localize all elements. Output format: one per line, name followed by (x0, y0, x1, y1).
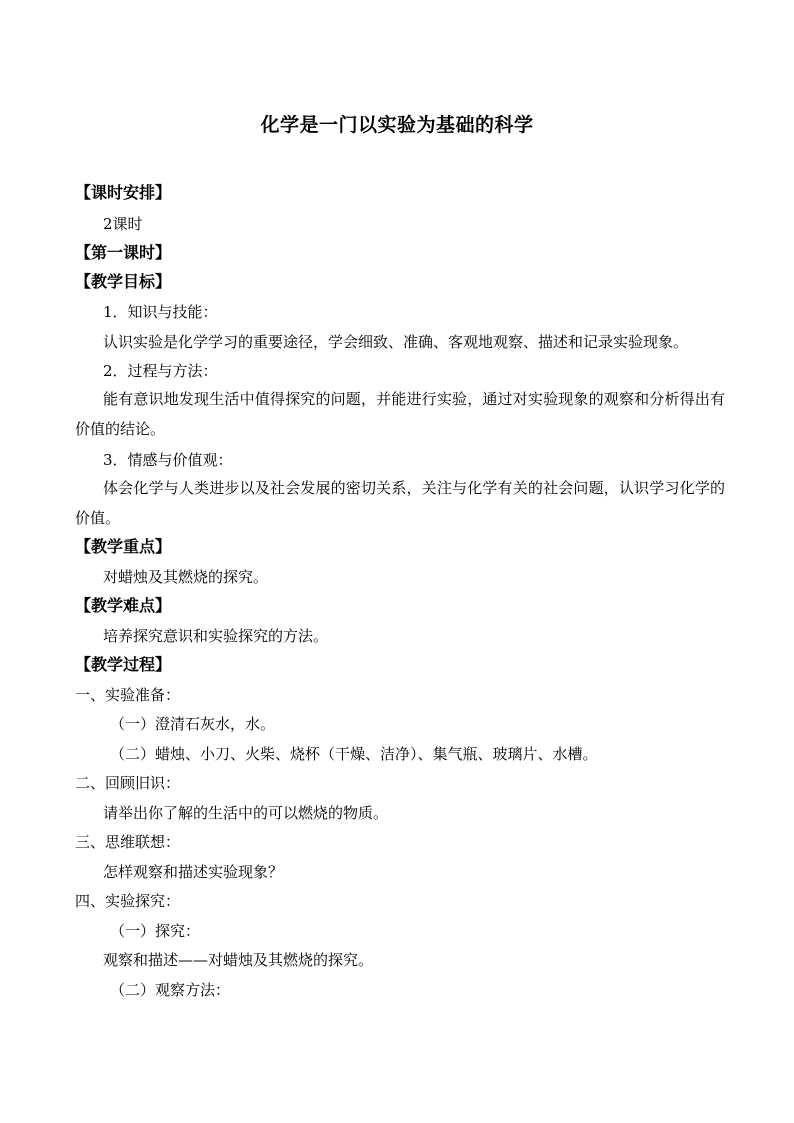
first-lesson-heading: 【第一课时】 (75, 243, 172, 262)
step-2-label: 二、回顾旧识： (75, 774, 181, 792)
schedule-text: 2课时 (103, 215, 143, 233)
difficulties-heading: 【教学难点】 (75, 596, 172, 615)
step-2-text: 请举出你了解的生活中的可以燃烧的物质。 (103, 804, 389, 822)
objective-3-text: 体会化学与人类进步以及社会发展的密切关系，关注与化学有关的社会问题，认识学习化学的价值。 (75, 479, 725, 527)
schedule-heading: 【课时安排】 (75, 183, 172, 202)
objective-3-label: 3．情感与价值观： (103, 451, 233, 469)
objective-1-text: 认识实验是化学学习的重要途径，学会细致、准确、客观地观察、描述和记录实验现象。 (103, 333, 689, 351)
step-3-text: 怎样观察和描述实验现象？ (103, 863, 284, 881)
page-title: 化学是一门以实验为基础的科学 (260, 114, 534, 136)
objectives-heading: 【教学目标】 (75, 272, 172, 291)
key-points-heading: 【教学重点】 (75, 537, 172, 556)
step-3-label: 三、思维联想： (75, 833, 181, 851)
step-1-item-2: （二）蜡烛、小刀、火柴、烧杯（干燥、洁净）、集气瓶、玻璃片、水槽。 (110, 745, 598, 763)
objective-1-label: 1．知识与技能： (103, 303, 218, 321)
step-4-item-1: （一）探究： (110, 922, 201, 940)
difficulties-text: 培养探究意识和实验探究的方法。 (103, 627, 329, 645)
step-4-item-1-text: 观察和描述——对蜡烛及其燃烧的探究。 (103, 951, 374, 969)
process-heading: 【教学过程】 (75, 655, 172, 674)
objective-2-label: 2．过程与方法： (103, 362, 218, 380)
key-points-text: 对蜡烛及其燃烧的探究。 (103, 568, 269, 586)
step-1-label: 一、实验准备： (75, 686, 181, 704)
step-4-item-2: （二）观察方法： (110, 981, 231, 999)
step-4-label: 四、实验探究： (75, 892, 181, 910)
step-1-item-1: （一）澄清石灰水，水。 (110, 715, 276, 733)
objective-2-text: 能有意识地发现生活中值得探究的问题，并能进行实验，通过对实验现象的观察和分析得出有价值的结论。 (75, 390, 725, 438)
